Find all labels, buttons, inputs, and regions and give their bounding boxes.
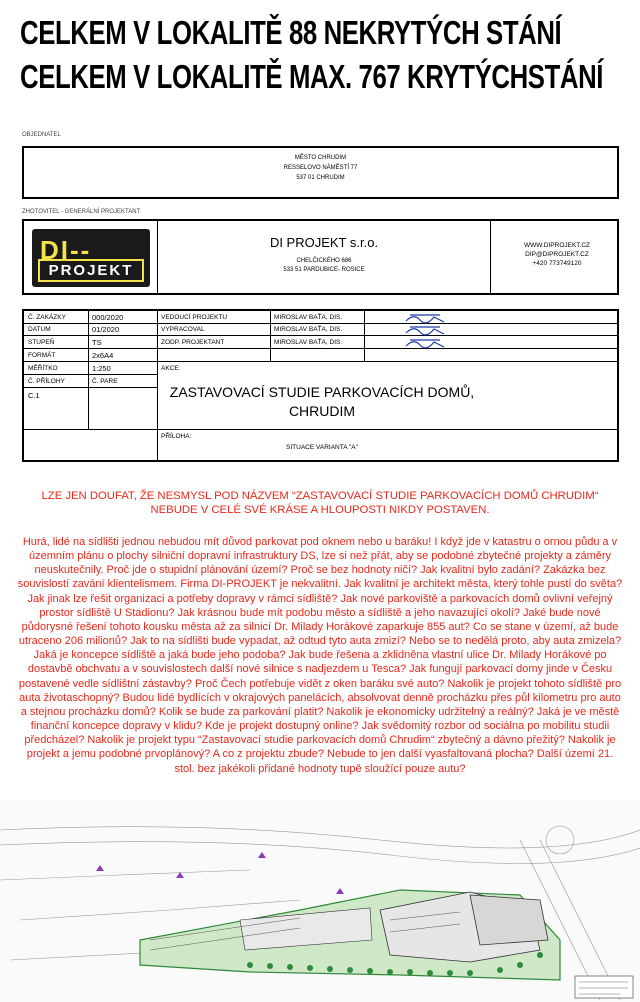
signature-2 bbox=[404, 323, 448, 337]
site-plan-drawing bbox=[0, 800, 640, 1002]
body-text: Hurá, lidé na sídlišti jednou nebudou mít důvod parkovat pod oknem nebo u baráku! I když jde v katastru o ornou půdu a v územním plánu o plochy silniční dopravní infrastruktury DS, lze si než přát, aby se podobné zbytečné projekty a záměry neuskutečnily. Proč jde o stupidní plánování území? Proč se bez hodnoty ničí? Jak kvalitní bylo zadání? Zakázka bez souvislostí zavání klientelismem. Firma DI-PROJEKT je nekvalitní. Jak kvalitní je architekt města, který tohle pustí do světa? Jak jinak lze řešit organizaci a potřeby dopravy v rámci sídliště? Jak nové parkoviště a parkovacích domů ovlivní veřejný prostor sídliště U Stadionu? Jak krásnou bude mít podobu město a sídliště a jeho navazující okolí? Jaké bude nové půdorysné řešení tohoto kousku města až za silnicí Dr. Milady Horákové zaparkuje 855 aut? Co se stane v území, až bude utraceno 206 milionů? Jak to na sídlišti bude vypadat, až odtud tyto auta zmizí? Nebo se to nedělá proto, aby auta zmizela? Jaká je koncepce sídliště a jaká bude jeho podoba? Jak bude řešena a zklidněna vlastní ulice Dr. Milady Horákové po dostavbě obchvatu a v souvislostech další nové silnice s nadjezdem u Tesca? Jak fungují parkovací domy jinde v Česku postavené vedle sídlištní zástavby? Proč Čech potřebuje vidět z oken baráku své auto? Nakolik je projekt tohoto sídliště pro auta životaschopný? Budou lidé bydlících v okrajových panelácích, absolvovat denně procházku přes půl kilometru pro auto a stejnou procházku domů? Kolik se bude za parkování platit? Nakolik je ekonomicky udržitelný a reálný? Jaká je ve městě finanční koncepce dopravy v klidu? Kde je projekt dostupný online? Jak svědomitý rozbor od sociálna po mobilitu studii předcházel? Nakolik je projekt typu “Zastavovací studie parkovacích domů Chrudim“ zbytečný a dávno přežitý? Nakolik je projekt a jemu podobné prvoplánový? A co z projektu zbude? Nebude to jen další vyasfaltovaná plocha? Další území 21. stol. bez jakékoli přidané hodnoty tupě sloužící pouze autu? bbox=[17, 536, 623, 775]
drafted-label: VYPRACOVAL bbox=[161, 326, 205, 333]
project-title-line1: ZASTAVOVACÍ STUDIE PARKOVACÍCH DOMŮ, bbox=[169, 384, 475, 400]
client-city: 537 01 CHRUDIM bbox=[296, 175, 345, 181]
warning-text: LZE JEN DOUFAT, ŽE NESMYSL POD NÁZVEM “ZASTAVOVACÍ STUDIE PARKOVACÍCH DOMŮ CHRUDIM“ NEBUDE V CELÉ SVÉ KRÁSE A HLOUPOSTI NIKDY POSTAVEN. bbox=[41, 490, 599, 516]
stage-label: STUPEŇ bbox=[28, 339, 55, 346]
lead-label: VEDOUCÍ PROJEKTU bbox=[161, 314, 228, 321]
company-web: WWW.DIPROJEKT.CZ bbox=[523, 242, 591, 249]
logo-bottom-text: PROJEKT bbox=[38, 259, 144, 282]
company-street: CHELČICKÉHO 686 bbox=[296, 258, 352, 264]
client-label: OBJEDNATEL bbox=[22, 132, 61, 138]
company-phone: +420 773749120 bbox=[532, 260, 582, 267]
client-box bbox=[22, 146, 619, 199]
contractor-box bbox=[22, 219, 619, 295]
signature-3 bbox=[404, 336, 448, 350]
format-label: FORMÁT bbox=[28, 352, 56, 359]
di-projekt-logo bbox=[32, 229, 150, 287]
responsible-value: MIROSLAV BAŤA, DIS. bbox=[274, 339, 343, 346]
attachment-value: SITUACE VARIANTA "A" bbox=[286, 444, 358, 451]
date-label: DATUM bbox=[28, 326, 51, 333]
headline-covered-spaces-max: CELKEM V LOKALITĚ MAX. 767 KRYTÝCHSTÁNÍ bbox=[20, 58, 604, 95]
project-title-block bbox=[22, 309, 619, 462]
project-title-line2: CHRUDIM bbox=[288, 403, 356, 419]
scale-label: MĚŘÍTKO bbox=[28, 365, 58, 372]
logo-top-text: DI-- bbox=[40, 235, 92, 265]
order-value: 000/2020 bbox=[92, 313, 124, 322]
lead-value: MIROSLAV BAŤA, DIS. bbox=[274, 314, 343, 321]
headline-covered-spaces-uncovered: CELKEM V LOKALITĚ 88 NEKRYTÝCH STÁNÍ bbox=[20, 14, 562, 51]
format-value: 2x6A4 bbox=[92, 351, 114, 360]
order-label: Č. ZAKÁZKY bbox=[28, 314, 66, 321]
company-email: DIP@DIPROJEKT.CZ bbox=[525, 251, 589, 258]
date-value: 01/2020 bbox=[92, 325, 120, 334]
contractor-label: ZHOTOVITEL - GENERÁLNÍ PROJEKTANT bbox=[22, 209, 141, 215]
drafted-value: MIROSLAV BAŤA, DIS. bbox=[274, 326, 343, 333]
attachment-no-value: C.1 bbox=[28, 391, 40, 400]
company-name: DI PROJEKT s.r.o. bbox=[269, 235, 379, 250]
copy-label: Č. PARE bbox=[92, 378, 118, 385]
client-name: MĚSTO CHRUDIM bbox=[294, 155, 347, 161]
action-label: AKCE: bbox=[161, 365, 181, 372]
attachment-no-label: Č. PŘÍLOHY bbox=[28, 378, 65, 385]
stage-value: TS bbox=[92, 338, 102, 347]
company-city: 533 51 PARDUBICE- ROSICE bbox=[283, 267, 365, 273]
scale-value: 1:250 bbox=[92, 364, 111, 373]
client-street: RESSELOVO NÁMĚSTÍ 77 bbox=[283, 165, 358, 171]
attachment-label: PŘÍLOHA: bbox=[161, 433, 192, 440]
responsible-label: ZODP. PROJEKTANT bbox=[161, 339, 225, 346]
